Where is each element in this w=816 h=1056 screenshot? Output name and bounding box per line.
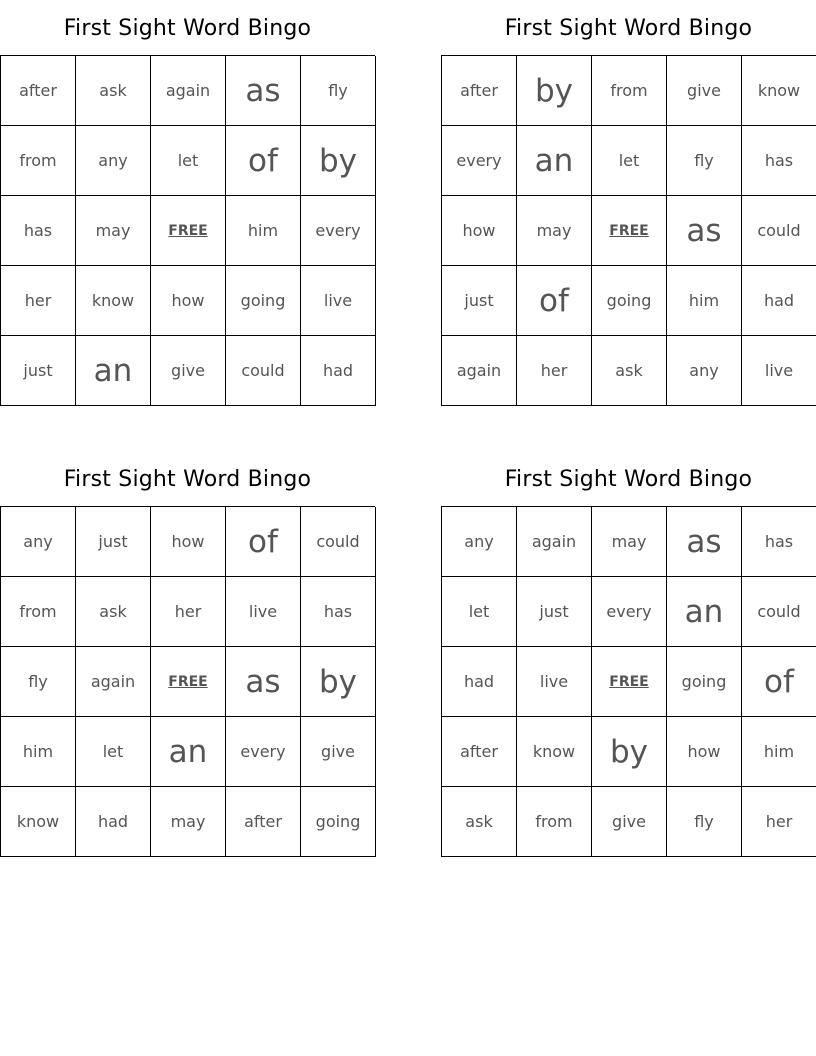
bingo-cell: every: [442, 126, 517, 196]
bingo-cell: again: [151, 56, 226, 126]
bingo-cell: know: [517, 717, 592, 787]
bingo-cell: him: [226, 196, 301, 266]
bingo-cell: had: [742, 266, 816, 336]
bingo-cell: him: [667, 266, 742, 336]
bingo-cell: ask: [442, 787, 517, 857]
bingo-cell: going: [226, 266, 301, 336]
bingo-cell: every: [226, 717, 301, 787]
bingo-cell: as: [226, 56, 301, 126]
bingo-cell: from: [1, 577, 76, 647]
bingo-cell: from: [592, 56, 667, 126]
bingo-cell: any: [442, 507, 517, 577]
bingo-cell: after: [1, 56, 76, 126]
bingo-cell: had: [76, 787, 151, 857]
bingo-cell: going: [301, 787, 376, 857]
bingo-cell: fly: [667, 126, 742, 196]
free-space: FREE: [592, 647, 667, 717]
bingo-cell: know: [742, 56, 816, 126]
bingo-cell: every: [592, 577, 667, 647]
bingo-cell: every: [301, 196, 376, 266]
bingo-cell: has: [742, 126, 816, 196]
bingo-cell: just: [442, 266, 517, 336]
bingo-cell: her: [742, 787, 816, 857]
bingo-cell: after: [442, 56, 517, 126]
bingo-cell: could: [301, 507, 376, 577]
bingo-cell: him: [742, 717, 816, 787]
bingo-cell: going: [592, 266, 667, 336]
bingo-cell: ask: [76, 577, 151, 647]
bingo-grid: [441, 506, 816, 857]
bingo-cell: any: [1, 507, 76, 577]
free-space: FREE: [151, 647, 226, 717]
bingo-cell: him: [1, 717, 76, 787]
bingo-cell: her: [1, 266, 76, 336]
bingo-cell: may: [517, 196, 592, 266]
bingo-grid: [0, 506, 375, 857]
bingo-cell: fly: [301, 56, 376, 126]
free-space: FREE: [151, 196, 226, 266]
bingo-grid: [0, 55, 375, 406]
bingo-cell: give: [151, 336, 226, 406]
bingo-cell: again: [442, 336, 517, 406]
bingo-cell: know: [76, 266, 151, 336]
bingo-cell: as: [667, 507, 742, 577]
bingo-cell: live: [301, 266, 376, 336]
bingo-cell: of: [742, 647, 816, 717]
bingo-card-1: [0, 0, 375, 406]
bingo-cell: just: [517, 577, 592, 647]
bingo-cell: could: [226, 336, 301, 406]
bingo-cell: let: [442, 577, 517, 647]
bingo-cell: live: [517, 647, 592, 717]
bingo-cell: going: [667, 647, 742, 717]
bingo-cell: by: [301, 126, 376, 196]
bingo-cell: let: [76, 717, 151, 787]
card-title: First Sight Word Bingo: [63, 467, 312, 492]
bingo-cell: know: [1, 787, 76, 857]
bingo-cell: from: [517, 787, 592, 857]
bingo-cell: let: [592, 126, 667, 196]
bingo-cell: may: [592, 507, 667, 577]
bingo-cell: ask: [592, 336, 667, 406]
bingo-cell: live: [742, 336, 816, 406]
bingo-grid: [441, 55, 816, 406]
bingo-cell: by: [592, 717, 667, 787]
bingo-cell: may: [151, 787, 226, 857]
bingo-cell: how: [151, 507, 226, 577]
bingo-cell: as: [226, 647, 301, 717]
bingo-cell: could: [742, 196, 816, 266]
bingo-cell: give: [592, 787, 667, 857]
bingo-cell: again: [517, 507, 592, 577]
bingo-cell: any: [76, 126, 151, 196]
bingo-cell: how: [667, 717, 742, 787]
bingo-cell: just: [76, 507, 151, 577]
bingo-cell: could: [742, 577, 816, 647]
card-title: First Sight Word Bingo: [504, 467, 753, 492]
bingo-cell: her: [151, 577, 226, 647]
bingo-cell: by: [301, 647, 376, 717]
bingo-cell: give: [667, 56, 742, 126]
bingo-cell: an: [151, 717, 226, 787]
bingo-cell: of: [226, 126, 301, 196]
bingo-cell: has: [1, 196, 76, 266]
free-space: FREE: [592, 196, 667, 266]
bingo-cell: again: [76, 647, 151, 717]
bingo-cell: of: [226, 507, 301, 577]
bingo-cell: as: [667, 196, 742, 266]
bingo-cell: let: [151, 126, 226, 196]
card-title: First Sight Word Bingo: [63, 16, 312, 41]
card-title: First Sight Word Bingo: [504, 16, 753, 41]
bingo-cell: an: [76, 336, 151, 406]
bingo-cell: after: [442, 717, 517, 787]
bingo-cell: live: [226, 577, 301, 647]
bingo-cell: of: [517, 266, 592, 336]
bingo-cell: how: [442, 196, 517, 266]
bingo-cell: ask: [76, 56, 151, 126]
bingo-cell: may: [76, 196, 151, 266]
bingo-cell: give: [301, 717, 376, 787]
bingo-cell: just: [1, 336, 76, 406]
bingo-card-3: [0, 451, 375, 857]
bingo-card-2: [441, 0, 816, 406]
bingo-cell: after: [226, 787, 301, 857]
bingo-card-4: [441, 451, 816, 857]
bingo-cell: by: [517, 56, 592, 126]
bingo-cell: how: [151, 266, 226, 336]
bingo-cell: had: [301, 336, 376, 406]
bingo-cell: an: [517, 126, 592, 196]
bingo-cell: an: [667, 577, 742, 647]
bingo-cell: has: [742, 507, 816, 577]
bingo-cell: fly: [1, 647, 76, 717]
bingo-cell: any: [667, 336, 742, 406]
bingo-cell: had: [442, 647, 517, 717]
bingo-cell: from: [1, 126, 76, 196]
bingo-cell: has: [301, 577, 376, 647]
bingo-cell: her: [517, 336, 592, 406]
bingo-cell: fly: [667, 787, 742, 857]
